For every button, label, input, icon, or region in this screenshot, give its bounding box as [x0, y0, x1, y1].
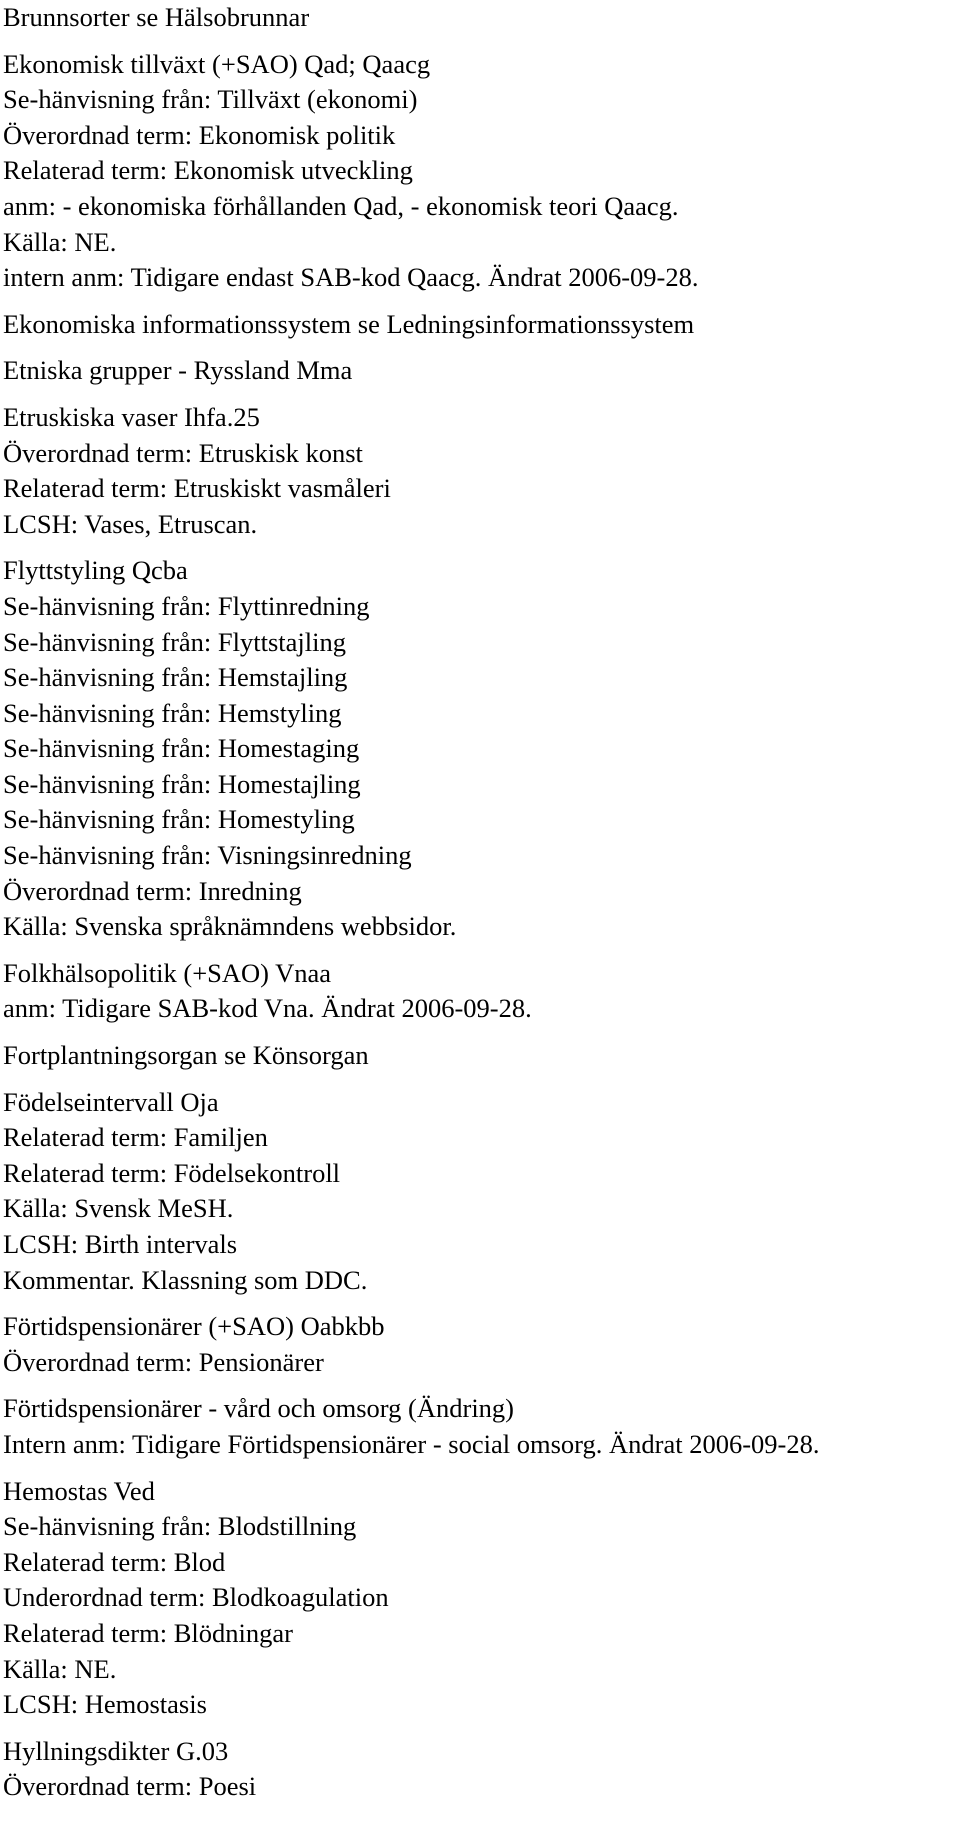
subject-entry [3, 956, 960, 1027]
entry-field: LCSH: Hemostasis [3, 1689, 207, 1720]
entry-field: Relaterad term: Etruskiskt vasmåleri [3, 473, 391, 504]
entry-field: Överordnad term: Poesi [3, 1771, 257, 1802]
entry-field: anm: Tidigare SAB-kod Vna. Ändrat 2006-09-28. [3, 993, 532, 1024]
entry-field: Relaterad term: Blod [3, 1546, 226, 1577]
subject-entry [3, 1038, 960, 1074]
entry-heading: Ekonomisk tillväxt (+SAO) Qad; Qaacg [3, 48, 431, 79]
entry-field: Se-hänvisning från: Blodstillning [3, 1511, 357, 1542]
entry-field: Relaterad term: Ekonomisk utveckling [3, 155, 413, 186]
entry-field: Se-hänvisning från: Flyttinredning [3, 590, 370, 621]
entry-field: Relaterad term: Blödningar [3, 1617, 293, 1648]
entry-heading: Hemostas Ved [3, 1475, 155, 1506]
entry-heading: Folkhälsopolitik (+SAO) Vnaa [3, 957, 332, 988]
entry-field: Kommentar. Klassning som DDC. [3, 1264, 368, 1295]
entry-heading: Förtidspensionärer - vård och omsorg (Ändring) [3, 1393, 515, 1424]
entry-field: Relaterad term: Födelsekontroll [3, 1157, 341, 1188]
subject-entry [3, 1391, 960, 1462]
subject-entry [3, 47, 960, 296]
entry-field: Se-hänvisning från: Homestajling [3, 768, 361, 799]
subject-entry [3, 1734, 960, 1805]
entry-field: Överordnad term: Etruskisk konst [3, 437, 363, 468]
entry-field: Se-hänvisning från: Hemstajling [3, 662, 348, 693]
entry-field: Överordnad term: Inredning [3, 875, 302, 906]
subject-entry [3, 553, 960, 945]
entry-field: Underordnad term: Blodkoagulation [3, 1582, 389, 1613]
entry-field: Se-hänvisning från: Visningsinredning [3, 840, 412, 871]
entry-field: anm: - ekonomiska förhållanden Qad, - ekonomisk teori Qaacg. [3, 190, 679, 221]
entry-heading: Förtidspensionärer (+SAO) Oabkbb [3, 1311, 385, 1342]
entry-field: Överordnad term: Ekonomisk politik [3, 119, 396, 150]
entry-field: Överordnad term: Pensionärer [3, 1346, 324, 1377]
entry-field: Se-hänvisning från: Homestaging [3, 733, 360, 764]
entry-heading: Etniska grupper - Ryssland Mma [3, 355, 353, 386]
entry-heading: Ekonomiska informationssystem se Ledningsinformationssystem [3, 308, 695, 339]
entry-field: intern anm: Tidigare endast SAB-kod Qaacg. Ändrat 2006-09-28. [3, 262, 699, 293]
subject-entry [3, 307, 960, 343]
entry-field: Se-hänvisning från: Hemstyling [3, 697, 342, 728]
subject-entry [3, 353, 960, 389]
entry-field: Se-hänvisning från: Homestyling [3, 804, 355, 835]
entry-field: Intern anm: Tidigare Förtidspensionärer - social omsorg. Ändrat 2006-09-28. [3, 1428, 820, 1459]
subject-entry [3, 0, 960, 36]
entry-field: Se-hänvisning från: Tillväxt (ekonomi) [3, 84, 418, 115]
subject-entry [3, 1309, 960, 1380]
entry-heading: Flyttstyling Qcba [3, 555, 188, 586]
entry-heading: Fortplantningsorgan se Könsorgan [3, 1040, 369, 1071]
entry-field: Relaterad term: Familjen [3, 1122, 268, 1153]
subject-entry [3, 400, 960, 542]
entry-field: Källa: Svenska språknämndens webbsidor. [3, 911, 457, 942]
subject-entry [3, 1085, 960, 1299]
entry-heading: Brunnsorter se Hälsobrunnar [3, 2, 310, 32]
entry-field: LCSH: Vases, Etruscan. [3, 508, 258, 539]
entry-field: Källa: NE. [3, 1653, 117, 1684]
entry-field: LCSH: Birth intervals [3, 1229, 238, 1259]
entry-heading: Etruskiska vaser Ihfa.25 [3, 401, 260, 432]
entry-field: Källa: NE. [3, 226, 117, 257]
subject-entry [3, 1474, 960, 1723]
entry-field: Källa: Svensk MeSH. [3, 1193, 234, 1224]
entry-heading: Födelseintervall Oja [3, 1086, 219, 1117]
entry-field: Se-hänvisning från: Flyttstajling [3, 626, 346, 657]
entry-heading: Hyllningsdikter G.03 [3, 1735, 229, 1766]
